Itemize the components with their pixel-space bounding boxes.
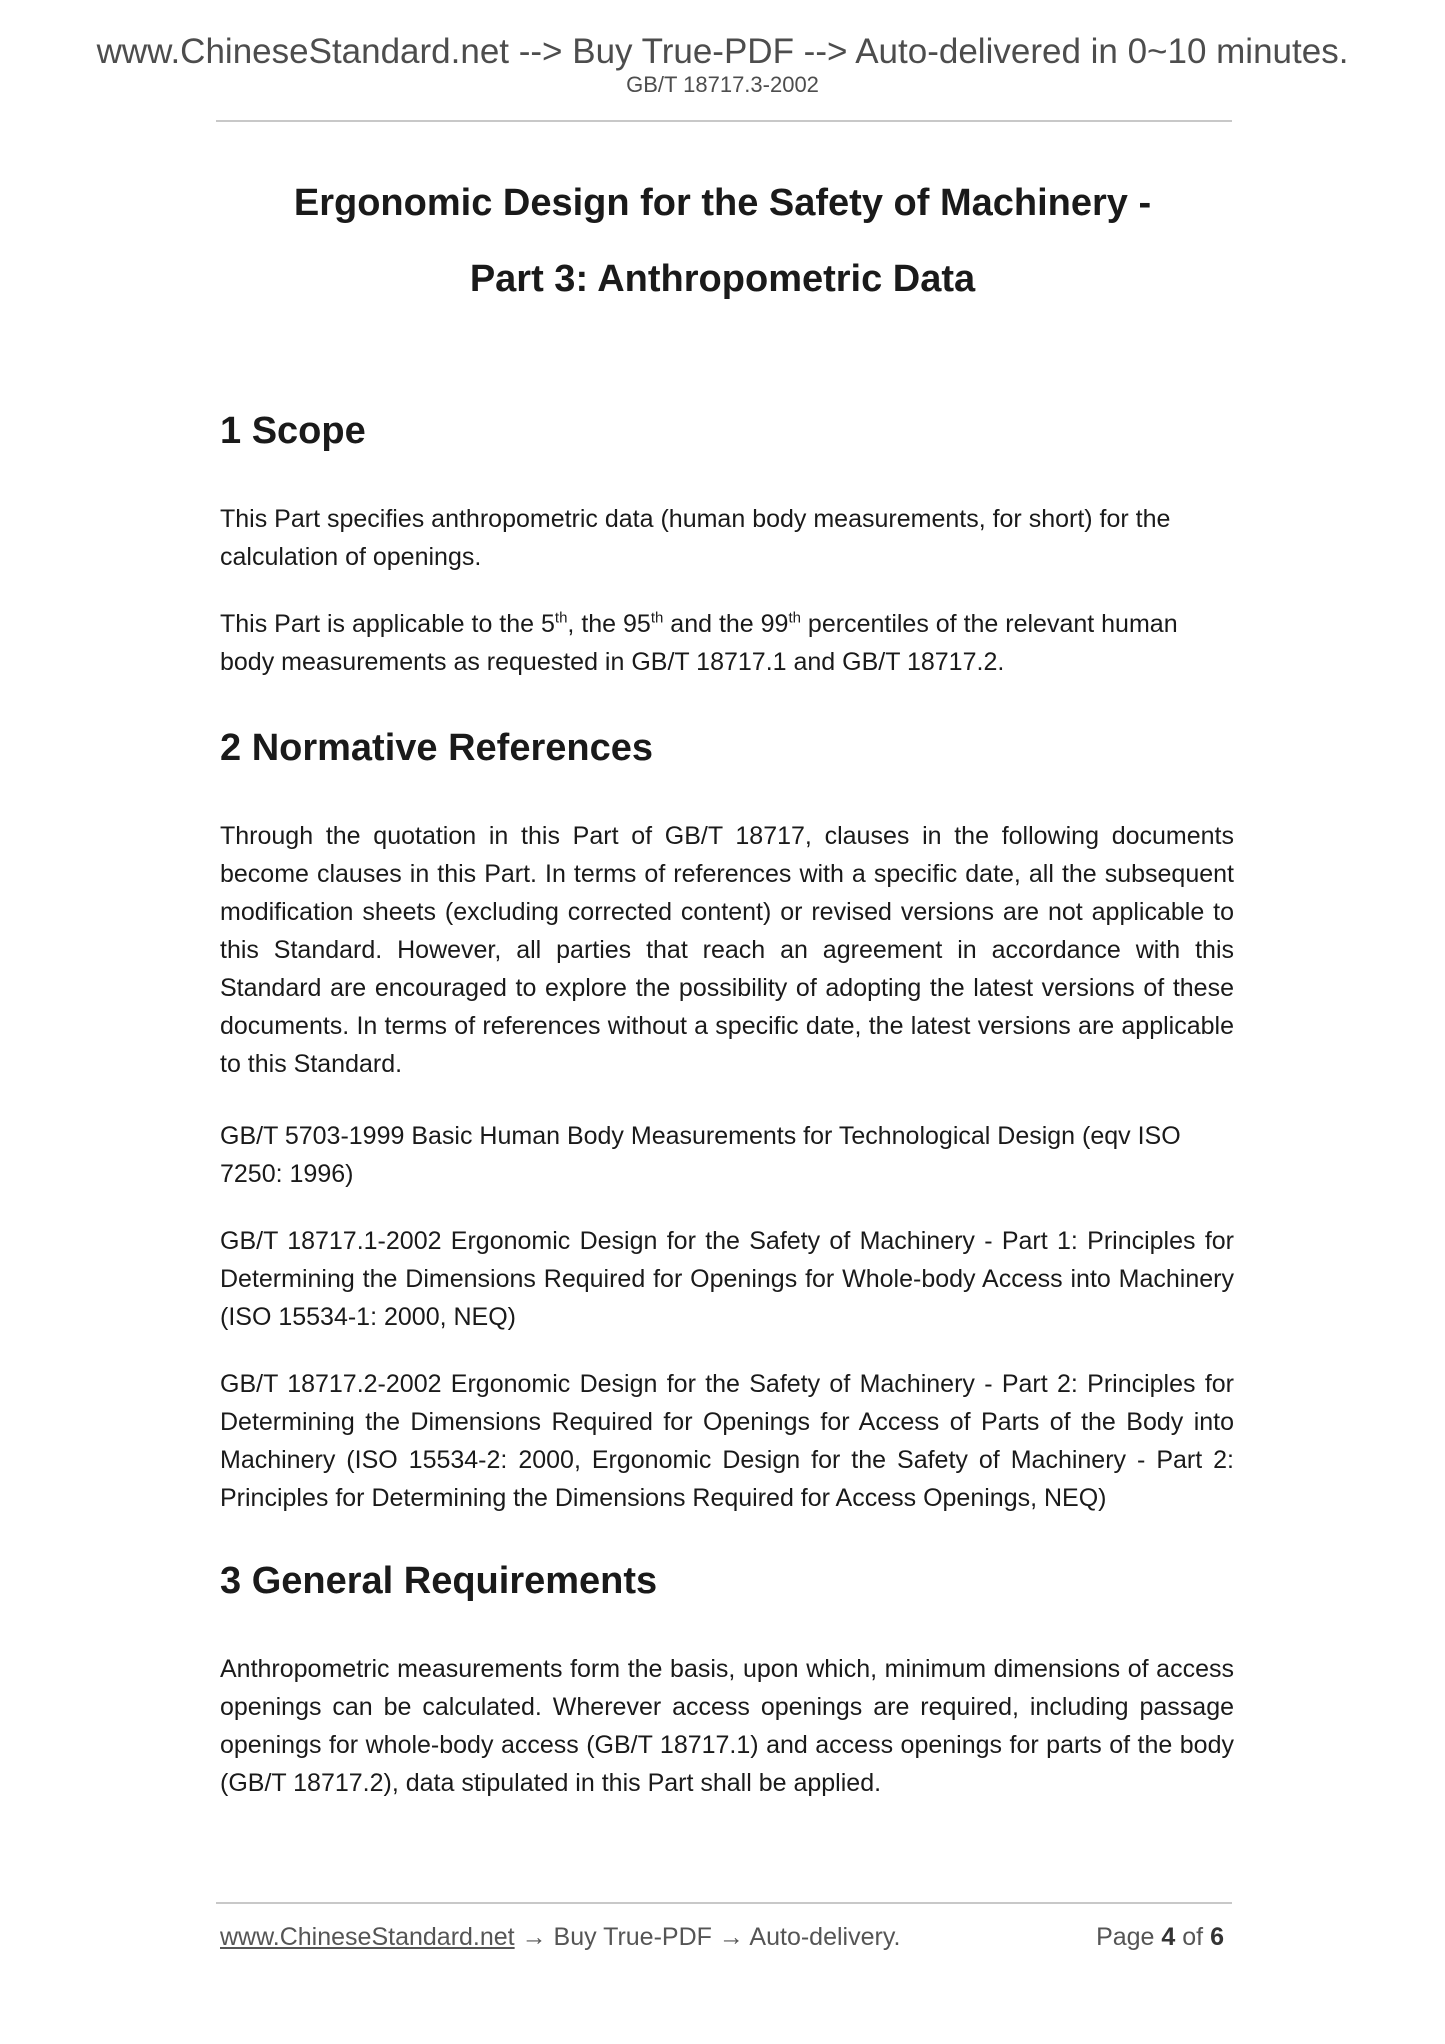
- scope-paragraph-1: This Part specifies anthropometric data (human body measurements, for short) for the calculation of openings.: [220, 505, 1171, 571]
- top-banner[interactable]: www.ChineseStandard.net --> Buy True-PDF --> Auto-delivered in 0~10 minutes.: [96, 32, 1349, 71]
- footer-delivery-text: Auto-delivery.: [749, 1923, 901, 1951]
- footer-divider: [216, 1902, 1232, 1904]
- document-title-line-1: Ergonomic Design for the Safety of Machinery -: [293, 182, 1152, 224]
- reference-gbt-18717-2: GB/T 18717.2-2002 Ergonomic Design for the Safety of Machinery - Part 2: Principles for Determining the Dimensions Required for Openings for Access of Parts of the Body into Machinery (ISO 15534-2: 2000, Ergonomic Design for the Safety of Machinery - Part 2: Principles for Determining the Dimensions Required for Access Openings, NEQ): [220, 1370, 1234, 1512]
- footer-buy-text: Buy True-PDF: [553, 1923, 712, 1951]
- page-indicator: Page 4 of 6: [1096, 1923, 1224, 1951]
- section-heading-scope: 1 Scope: [220, 410, 366, 452]
- document-title-line-2: Part 3: Anthropometric Data: [469, 258, 976, 300]
- general-requirements-paragraph: Anthropometric measurements form the basis, upon which, minimum dimensions of access openings can be calculated. Wherever access openings are required, including passage openings for whole-body access (GB/T 18717.1) and access openings for parts of the body (GB/T 18717.2), data stipulated in this Part shall be applied.: [220, 1655, 1234, 1797]
- scope-paragraph-2: This Part is applicable to the 5th, the 95th and the 99th percentiles of the relevant human body measurements as requested in GB/T 18717.1 and GB/T 18717.2.: [220, 609, 1178, 676]
- current-page-number: 4: [1161, 1923, 1176, 1951]
- reference-gbt-5703: GB/T 5703-1999 Basic Human Body Measurements for Technological Design (eqv ISO 7250: 1996): [220, 1122, 1181, 1188]
- arrow-right-icon: →: [514, 1923, 554, 1951]
- page-footer: [220, 1918, 1230, 1956]
- section-heading-normative-references: 2 Normative References: [220, 727, 653, 769]
- total-pages: 6: [1210, 1923, 1224, 1951]
- header-divider: [216, 120, 1232, 122]
- normative-paragraph: Through the quotation in this Part of GB/T 18717, clauses in the following documents become clauses in this Part. In terms of references with a specific date, all the subsequent modification sheets (excluding corrected content) or revised versions are not applicable to this Standard. However, all parties that reach an agreement in accordance with this Standard are encouraged to explore the possibility of adopting the latest versions of these documents. In terms of references without a specific date, the latest versions are applicable to this Standard.: [220, 822, 1234, 1078]
- arrow-right-icon: →: [711, 1923, 750, 1951]
- section-heading-general-requirements: 3 General Requirements: [220, 1560, 658, 1602]
- footer-site-link[interactable]: www.ChineseStandard.net: [220, 1923, 515, 1951]
- reference-gbt-18717-1: GB/T 18717.1-2002 Ergonomic Design for the Safety of Machinery - Part 1: Principles for Determining the Dimensions Required for Openings for Whole-body Access into Machinery (ISO 15534-1: 2000, NEQ): [220, 1227, 1234, 1331]
- document-id: GB/T 18717.3-2002: [626, 72, 819, 97]
